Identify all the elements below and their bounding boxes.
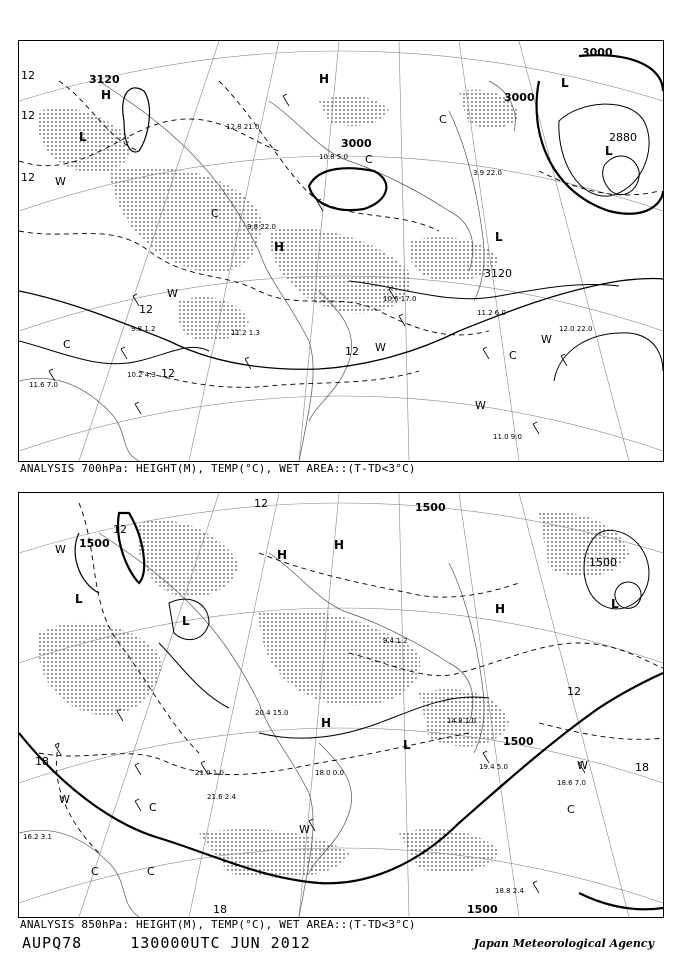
height-label: 1500 bbox=[589, 556, 617, 569]
high-pressure-marker: H bbox=[274, 240, 285, 254]
warm-marker: W bbox=[475, 399, 486, 412]
caption-850hpa: ANALYSIS 850hPa: HEIGHT(M), TEMP(°C), WET AREA::(T-TD<3°C) bbox=[20, 918, 416, 931]
station-plot: 21.6 2.4 bbox=[207, 793, 236, 801]
map-850hpa-canvas bbox=[19, 493, 663, 917]
height-label: 2880 bbox=[609, 131, 637, 144]
station-plot: 21.0 1.0 bbox=[195, 769, 224, 777]
cold-marker: C bbox=[509, 349, 517, 362]
low-pressure-marker: L bbox=[403, 738, 411, 752]
station-plot: 11.0 9.0 bbox=[493, 433, 522, 441]
station-plot: 19.4 5.0 bbox=[479, 763, 508, 771]
height-label: 3000 bbox=[582, 46, 613, 59]
height-label: 3120 bbox=[484, 267, 512, 280]
low-pressure-marker: L bbox=[561, 76, 569, 90]
station-plot: 3.9 22.0 bbox=[473, 169, 502, 177]
station-plot: 10.6 17.0 bbox=[383, 295, 417, 303]
low-pressure-marker: L bbox=[495, 230, 503, 244]
cold-marker: C bbox=[147, 865, 155, 878]
cold-marker: C bbox=[365, 153, 373, 166]
cold-marker: C bbox=[149, 801, 157, 814]
cold-marker: C bbox=[439, 113, 447, 126]
low-pressure-marker: L bbox=[611, 597, 619, 611]
low-pressure-marker: L bbox=[79, 130, 87, 144]
station-plot: 11.6 7.0 bbox=[29, 381, 58, 389]
chart-identifier bbox=[22, 934, 311, 952]
station-plot: 14.8 1.0 bbox=[447, 717, 476, 725]
station-plot: 11.2 6.0 bbox=[477, 309, 506, 317]
temp-label: 12 bbox=[161, 367, 175, 380]
temp-label: 12 bbox=[345, 345, 359, 358]
station-plot: 18.6 7.0 bbox=[557, 779, 586, 787]
map-850hpa bbox=[18, 492, 664, 918]
high-pressure-marker: H bbox=[319, 72, 330, 86]
cold-marker: C bbox=[63, 338, 71, 351]
valid-datetime: 130000UTC JUN 2012 bbox=[130, 934, 311, 952]
warm-marker: W bbox=[299, 823, 310, 836]
low-pressure-marker: L bbox=[75, 592, 83, 606]
warm-marker: W bbox=[55, 543, 66, 556]
warm-marker: W bbox=[55, 175, 66, 188]
high-pressure-marker: H bbox=[321, 716, 332, 730]
temp-label: 12 bbox=[21, 69, 35, 82]
high-pressure-marker: H bbox=[277, 548, 288, 562]
warm-marker: W bbox=[577, 759, 588, 772]
wet-areas bbox=[38, 90, 519, 341]
station-plot: 10.2 4.3 bbox=[127, 371, 156, 379]
cold-marker: C bbox=[567, 803, 575, 816]
temp-label: 12 bbox=[21, 171, 35, 184]
temp-label: 12 bbox=[139, 303, 153, 316]
warm-marker: W bbox=[541, 333, 552, 346]
station-plot: 18.8 2.4 bbox=[495, 887, 524, 895]
temp-label: 18 bbox=[635, 761, 649, 774]
station-plot: 12.8 21.0 bbox=[226, 123, 260, 131]
high-pressure-marker: H bbox=[334, 538, 345, 552]
cold-marker: C bbox=[91, 865, 99, 878]
station-plot: 9.4 1.2 bbox=[383, 637, 408, 645]
map-700hpa bbox=[18, 40, 664, 462]
height-label: 3000 bbox=[341, 137, 372, 150]
warm-marker: W bbox=[375, 341, 386, 354]
height-label: 1500 bbox=[79, 537, 110, 550]
temp-label: 12 bbox=[21, 109, 35, 122]
low-pressure-marker: L bbox=[182, 614, 190, 628]
station-plot: 9.8 22.0 bbox=[247, 223, 276, 231]
system-markers bbox=[55, 538, 619, 878]
station-plot: 16.2 3.1 bbox=[23, 833, 52, 841]
high-pressure-marker: H bbox=[495, 602, 506, 616]
station-plot: 12.0 22.0 bbox=[559, 325, 593, 333]
temp-label: 12 bbox=[113, 523, 127, 536]
temp-label: 18 bbox=[213, 903, 227, 916]
map-700hpa-canvas bbox=[19, 41, 663, 461]
station-plot: 18.0 0.0 bbox=[315, 769, 344, 777]
station-plot: 9.8 1.2 bbox=[131, 325, 156, 333]
warm-marker: W bbox=[167, 287, 178, 300]
low-pressure-marker: L bbox=[605, 144, 613, 158]
temp-label: 12 bbox=[254, 497, 268, 510]
height-label: 3000 bbox=[504, 91, 535, 104]
caption-700hpa: ANALYSIS 700hPa: HEIGHT(M), TEMP(°C), WET AREA::(T-TD<3°C) bbox=[20, 462, 416, 475]
high-pressure-marker: H bbox=[101, 88, 112, 102]
cold-marker: C bbox=[211, 207, 219, 220]
station-plot: 20.4 15.0 bbox=[255, 709, 289, 717]
height-label: 3120 bbox=[89, 73, 120, 86]
height-label: 1500 bbox=[503, 735, 534, 748]
warm-marker: W bbox=[59, 793, 70, 806]
station-plot: 11.2 1.3 bbox=[231, 329, 260, 337]
chart-code: AUPQ78 bbox=[22, 934, 83, 952]
height-label: 1500 bbox=[415, 501, 446, 514]
agency-credit: Japan Meteorological Agency bbox=[473, 937, 654, 950]
temp-label: 12 bbox=[567, 685, 581, 698]
station-plot: 10.8 5.0 bbox=[319, 153, 348, 161]
temp-label: 18 bbox=[35, 755, 49, 768]
height-label: 1500 bbox=[467, 903, 498, 916]
